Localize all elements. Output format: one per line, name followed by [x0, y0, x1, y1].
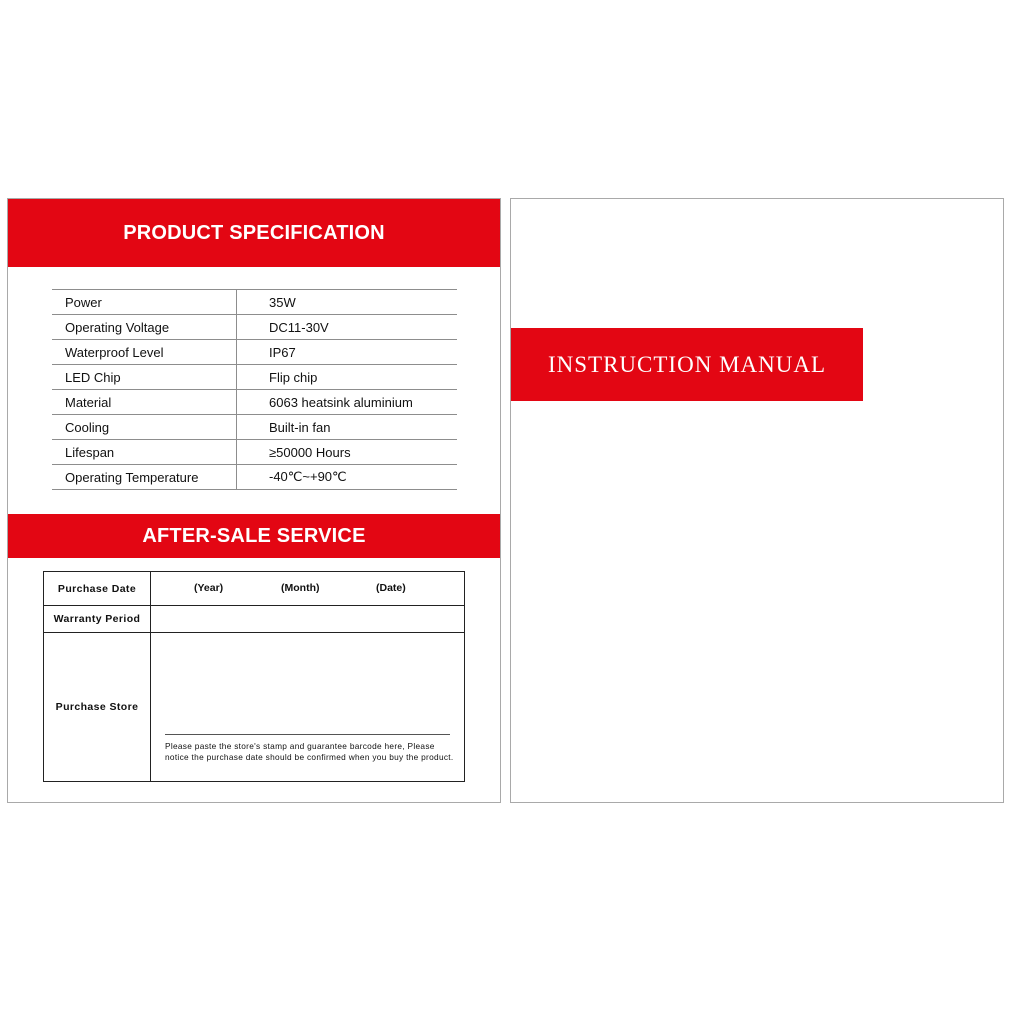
spec-value: IP67 — [237, 340, 458, 365]
spec-key: LED Chip — [52, 365, 237, 390]
spec-value: DC11-30V — [237, 315, 458, 340]
spec-key: Material — [52, 390, 237, 415]
warranty-card — [43, 571, 465, 782]
spec-key: Power — [52, 290, 237, 315]
spec-key: Operating Voltage — [52, 315, 237, 340]
spec-key: Waterproof Level — [52, 340, 237, 365]
spec-value: Flip chip — [237, 365, 458, 390]
spec-page — [7, 198, 501, 803]
cover-page — [510, 198, 1004, 803]
table-row — [52, 390, 457, 415]
spec-value: 35W — [237, 290, 458, 315]
warranty-period-label: Warranty Period — [53, 612, 141, 625]
table-row — [52, 315, 457, 340]
column-divider — [150, 572, 151, 781]
spec-key: Cooling — [52, 415, 237, 440]
stamp-note: Please paste the store's stamp and guarantee barcode here, Please notice the purchase date should be confirmed when you buy the product. — [165, 741, 454, 762]
spec-title: PRODUCT SPECIFICATION — [8, 199, 500, 267]
spec-key: Operating Temperature — [52, 465, 237, 490]
spec-value: ≥50000 Hours — [237, 440, 458, 465]
purchase-store-label: Purchase Store — [55, 700, 139, 713]
table-row — [52, 365, 457, 390]
month-field-label: (Month) — [281, 582, 320, 594]
stamp-divider — [165, 734, 450, 735]
date-field-label: (Date) — [376, 582, 406, 594]
purchase-date-label: Purchase Date — [57, 582, 137, 595]
table-row — [52, 465, 457, 490]
manual-title: INSTRUCTION MANUAL — [511, 328, 863, 401]
table-row — [52, 290, 457, 315]
spec-key: Lifespan — [52, 440, 237, 465]
spec-value: Built-in fan — [237, 415, 458, 440]
service-title: AFTER-SALE SERVICE — [8, 514, 500, 558]
table-row — [52, 415, 457, 440]
spec-value: 6063 heatsink aluminium — [237, 390, 458, 415]
spec-value: -40℃~+90℃ — [237, 465, 458, 490]
table-row — [52, 340, 457, 365]
table-row — [52, 440, 457, 465]
spec-table — [52, 289, 457, 490]
year-field-label: (Year) — [194, 582, 224, 594]
